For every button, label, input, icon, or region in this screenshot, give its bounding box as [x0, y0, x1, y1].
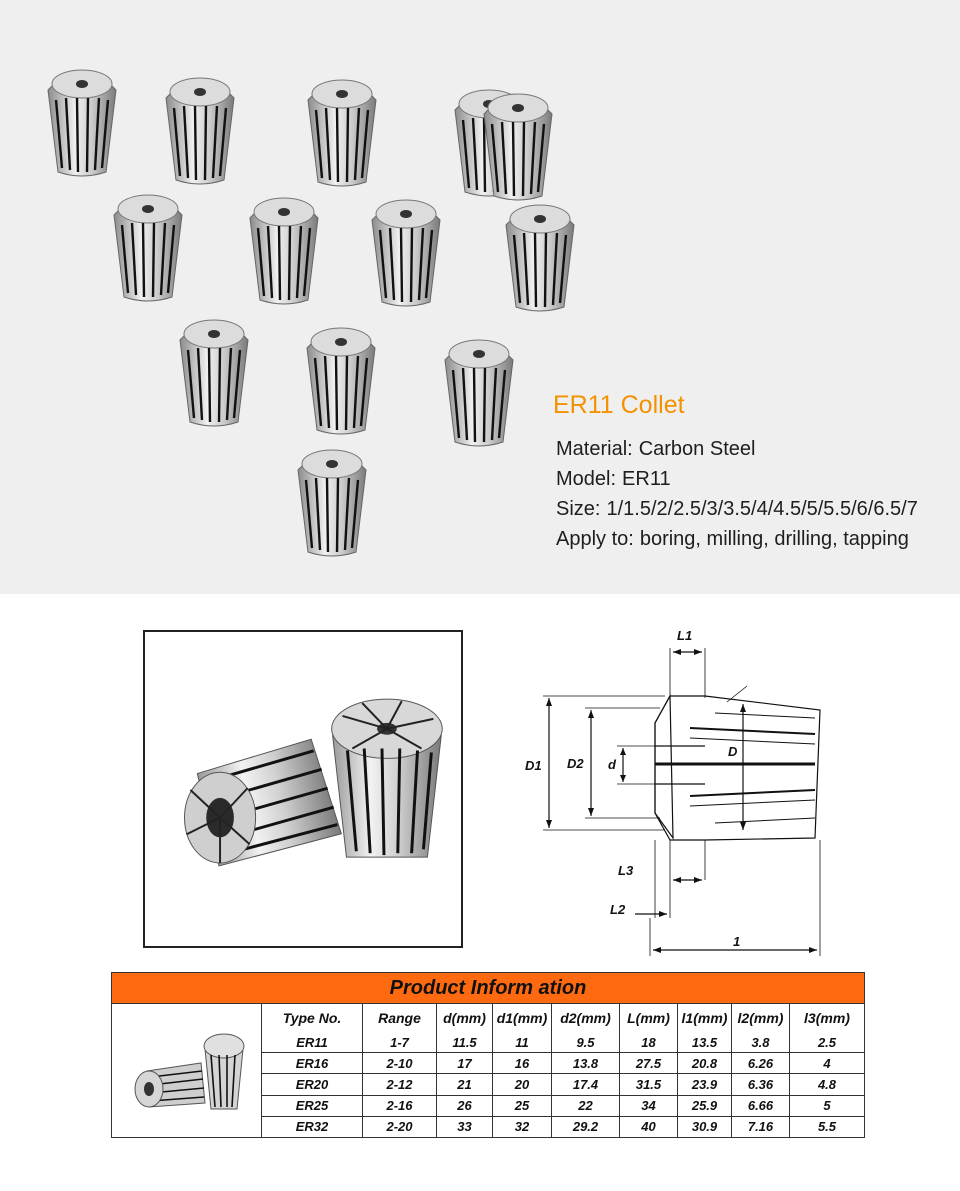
table-cell: 16	[493, 1053, 552, 1074]
collet-photo	[304, 70, 380, 188]
table-cell: 20.8	[678, 1053, 732, 1074]
label-L1: L1	[677, 628, 693, 643]
spec-value: boring, milling, drilling, tapping	[639, 528, 909, 550]
table-title: Product Inform ation	[389, 976, 587, 999]
label-L3: L3	[618, 863, 634, 878]
table-cell: 27.5	[620, 1053, 678, 1074]
table-row	[262, 1053, 864, 1074]
col-header: Type No.	[262, 1004, 363, 1032]
table-cell: 21	[437, 1074, 493, 1095]
table-cell: 4	[790, 1053, 865, 1074]
col-header: l2(mm)	[732, 1004, 790, 1032]
table-cell: 1-7	[363, 1032, 437, 1053]
label-d: d	[608, 757, 616, 772]
table-cell: 11.5	[437, 1032, 493, 1053]
table-row	[262, 1116, 864, 1137]
collet-pair-image	[145, 632, 461, 946]
table-cell: 26	[437, 1095, 493, 1116]
table-cell: 7.16	[732, 1116, 790, 1137]
collet-closeup-photo	[143, 630, 463, 948]
spec-value: Carbon Steel	[638, 438, 756, 460]
table-cell: 32	[493, 1116, 552, 1137]
table-cell: 13.5	[678, 1032, 732, 1053]
collet-photo	[480, 84, 556, 202]
table-cell: 9.5	[552, 1032, 620, 1053]
table-cell: 11	[493, 1032, 552, 1053]
table-cell: ER16	[262, 1053, 363, 1074]
label-l: 1	[733, 934, 741, 949]
col-header: Range	[363, 1004, 437, 1032]
table-cell: 3.8	[732, 1032, 790, 1053]
collet-photo-grid	[0, 0, 560, 594]
table-cell: ER20	[262, 1074, 363, 1095]
table-cell: ER25	[262, 1095, 363, 1116]
table-cell: 2-12	[363, 1074, 437, 1095]
label-D: D	[728, 744, 738, 759]
table-cell: 23.9	[678, 1074, 732, 1095]
table-cell: 2-16	[363, 1095, 437, 1116]
collet-photo	[110, 185, 186, 303]
table-cell: 6.36	[732, 1074, 790, 1095]
table-cell: 33	[437, 1116, 493, 1137]
table-cell: 25.9	[678, 1095, 732, 1116]
product-banner	[0, 0, 960, 594]
table-row	[262, 1032, 864, 1053]
spec-label: Material:	[556, 438, 633, 460]
table-title-bar	[112, 973, 864, 1004]
table-cell: 20	[493, 1074, 552, 1095]
table-cell: 25	[493, 1095, 552, 1116]
collet-dimension-diagram	[515, 618, 850, 958]
table-cell: 18	[620, 1032, 678, 1053]
table-cell: 4.8	[790, 1074, 865, 1095]
spec-apply-to	[556, 528, 909, 551]
spec-value: ER11	[622, 468, 671, 490]
table-cell: 5.5	[790, 1116, 865, 1137]
col-header: L(mm)	[620, 1004, 678, 1032]
table-cell: 2.5	[790, 1032, 865, 1053]
col-header: l3(mm)	[790, 1004, 865, 1032]
table-cell: 6.26	[732, 1053, 790, 1074]
table-cell: 13.8	[552, 1053, 620, 1074]
collet-photo	[303, 318, 379, 436]
col-header: d(mm)	[437, 1004, 493, 1032]
table-cell: 29.2	[552, 1116, 620, 1137]
spec-label: Size:	[556, 498, 601, 520]
product-info-table	[111, 972, 865, 1138]
table-thumbnail	[112, 1004, 262, 1137]
table-cell: ER32	[262, 1116, 363, 1137]
table-cell: ER11	[262, 1032, 363, 1053]
collet-photo	[441, 330, 517, 448]
col-header: d1(mm)	[493, 1004, 552, 1032]
spec-label: Model:	[556, 468, 617, 490]
collet-photo	[246, 188, 322, 306]
spec-label: Apply to:	[556, 528, 634, 550]
table-cell: 6.66	[732, 1095, 790, 1116]
col-header: l1(mm)	[678, 1004, 732, 1032]
collet-photo	[176, 310, 252, 428]
collet-photo	[502, 195, 578, 313]
table-row	[262, 1074, 864, 1095]
collet-thumbnail-image	[127, 1021, 247, 1121]
collet-photo	[162, 68, 238, 186]
spec-model	[556, 468, 671, 491]
collet-photo	[44, 60, 120, 178]
spec-table	[262, 1004, 864, 1137]
table-cell: 31.5	[620, 1074, 678, 1095]
collet-photo	[294, 440, 370, 558]
table-cell: 22	[552, 1095, 620, 1116]
table-cell: 17.4	[552, 1074, 620, 1095]
collet-photo	[368, 190, 444, 308]
spec-value: 1/1.5/2/2.5/3/3.5/4/4.5/5/5.5/6/6.5/7	[606, 498, 918, 520]
table-cell: 40	[620, 1116, 678, 1137]
spec-material	[556, 438, 755, 461]
label-D1: D1	[525, 758, 542, 773]
table-cell: 30.9	[678, 1116, 732, 1137]
product-title: ER11 Collet	[553, 391, 685, 419]
table-cell: 34	[620, 1095, 678, 1116]
label-D2: D2	[567, 756, 584, 771]
table-header-row	[262, 1004, 864, 1032]
label-L2: L2	[610, 902, 626, 917]
col-header: d2(mm)	[552, 1004, 620, 1032]
table-cell: 2-20	[363, 1116, 437, 1137]
table-cell: 2-10	[363, 1053, 437, 1074]
table-cell: 5	[790, 1095, 865, 1116]
table-row	[262, 1095, 864, 1116]
spec-size	[556, 498, 918, 521]
table-cell: 17	[437, 1053, 493, 1074]
